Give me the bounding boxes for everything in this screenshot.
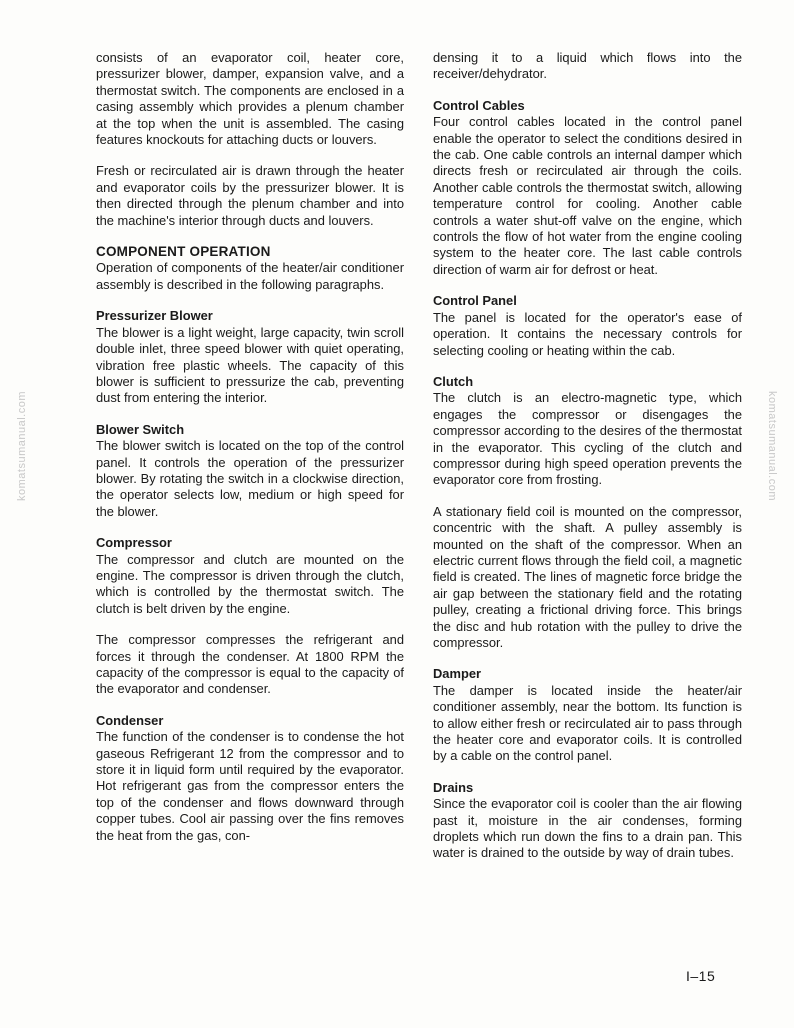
compressor-text-2: The compressor compresses the refrigerant and forces it through the condenser. At 1800 RPM the capacity of the compressor is equal to the capacity of the evaporator and condenser.: [96, 632, 404, 697]
drains-heading: Drains: [433, 779, 474, 795]
left-column: [96, 50, 404, 859]
clutch-text-1: The clutch is an electro-magnetic type, which engages the compressor or disengages the compressor according to the desires of the thermostat in the evaporator. This cycling of the clutch and compressor during high speed operation prevents the evaporator core from frosting.: [433, 390, 742, 488]
intro-paragraph-1: consists of an evaporator coil, heater core, pressurizer blower, damper, expansion valve, and a thermostat switch. The components are enclosed in a casing assembly which provides a plenum chamber at the top when the unit is assembled. The casing features knockouts for attaching ducts or louvers.: [96, 50, 404, 148]
blower-switch-text: The blower switch is located on the top of the control panel. It controls the operation of the pressurizer blower. By rotating the switch in a clockwise direction, the operator selects low, medium or high speed for the blower.: [96, 438, 404, 519]
compressor-heading: Compressor: [96, 535, 172, 551]
damper-text: The damper is located inside the heater/air conditioner assembly, near the bottom. Its function is to allow either fresh or recirculated air to pass through the heater core and evaporator coils. It is controlled by a cable on the control panel.: [433, 682, 742, 764]
blower-switch-heading: Blower Switch: [96, 421, 185, 437]
pressurizer-blower-heading: Pressurizer Blower: [96, 308, 213, 324]
control-panel-heading: Control Panel: [433, 293, 517, 309]
control-cables-heading: Control Cables: [433, 97, 525, 113]
intro-paragraph-2: Fresh or recirculated air is drawn through the heater and evaporator coils by the pressurizer blower. It is then directed through the plenum chamber and into the machine's interior through ducts and louvers.: [96, 163, 404, 228]
compressor-text-1: The compressor and clutch are mounted on the engine. The compressor is driven through the clutch, which is controlled by the thermostat switch. The clutch is belt driven by the engine.: [96, 551, 404, 616]
clutch-text-2: A stationary field coil is mounted on the compressor, concentric with the shaft. A pulley assembly is mounted on the shaft of the compressor. When an electric current flows through the field coil, a magnetic field is created. The lines of magnetic force bridge the air gap between the stationary field and the rotating pulley, creating a frictional driving force. This brings the disc and hub rotation with the pulley to drive the compressor.: [433, 503, 742, 650]
continued-paragraph: densing it to a liquid which flows into the receiver/dehydrator.: [433, 50, 742, 82]
condenser-text: The function of the condenser is to condense the hot gaseous Refrigerant 12 from the compressor and to store it in liquid form until required by the evaporator. Hot refrigerant gas from the compressor enters the top of the condenser and flows downward through copper tubes. Cool air passing over the fins removes the heat from the gas, con-: [96, 729, 404, 843]
damper-heading: Damper: [433, 666, 481, 682]
control-cables-text: Four control cables located in the control panel enable the operator to select the conditions desired in the cab. One cable controls an internal damper which directs fresh or recirculated air through the coils. Another cable controls the thermostat switch, allowing temperature control for cooling. Another cable controls a water shut-off valve on the engine, which controls the flow of hot water from the engine cooling system to the heater core. The last cable controls direction of warm air for defrost or heat.: [433, 114, 742, 277]
watermark-left: komatsumanual.com: [16, 391, 28, 501]
control-panel-text: The panel is located for the operator's ease of operation. It contains the necessary controls for selecting cooling or heating within the cab.: [433, 309, 742, 358]
component-operation-text: Operation of components of the heater/air conditioner assembly is described in the following paragraphs.: [96, 260, 404, 292]
component-operation-heading: COMPONENT OPERATION: [96, 244, 271, 260]
pressurizer-blower-text: The blower is a light weight, large capacity, twin scroll double inlet, three speed blower with quiet operating, vibration free plastic wheels. The capacity of this blower is sufficient to pressurize the cab, preventing dust from entering the interior.: [96, 324, 404, 406]
page-number: I–15: [686, 968, 716, 984]
clutch-heading: Clutch: [433, 373, 474, 389]
drains-text: Since the evaporator coil is cooler than the air flowing past it, moisture in the air condenses, forming droplets which run down the fins to a drain pan. This water is drained to the outside by way of drain tubes.: [433, 796, 742, 861]
right-column: [433, 50, 742, 877]
watermark-right: komatsumanual.com: [766, 391, 778, 501]
condenser-heading: Condenser: [96, 712, 164, 728]
